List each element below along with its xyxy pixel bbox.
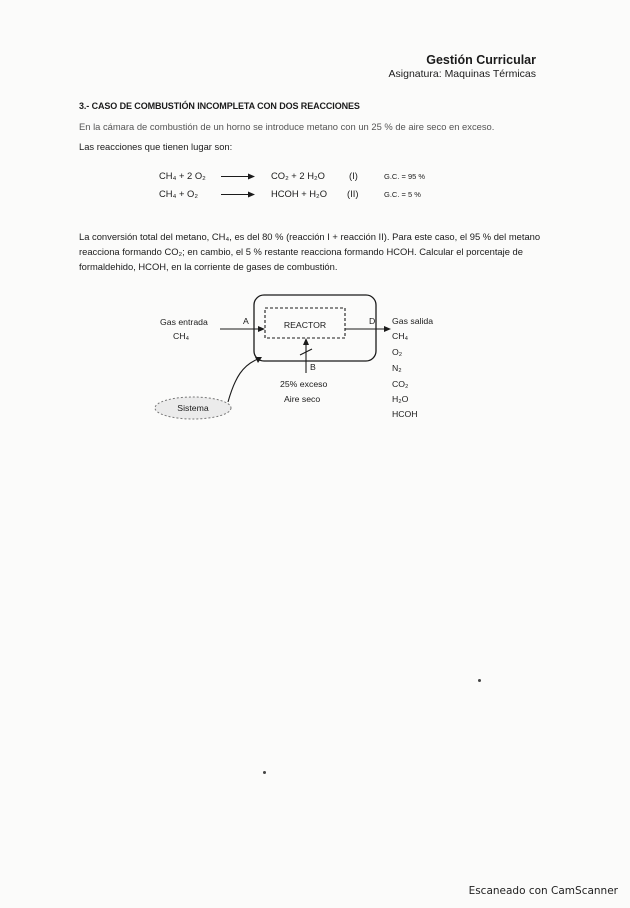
outlet-species-4: CO₂: [392, 379, 409, 389]
scan-speck: [263, 771, 266, 774]
stream-d-label: D: [369, 316, 376, 326]
reaction-2-number: (II): [347, 188, 359, 199]
reaction-1-arrow-icon: [221, 172, 255, 181]
process-diagram: [140, 285, 460, 430]
air-label-1: 25% exceso: [280, 379, 328, 389]
reaction-2-reactants: CH₄ + O₂: [159, 188, 198, 199]
reactor-label: REACTOR: [283, 320, 327, 330]
reaction-2-products: HCOH + H₂O: [271, 188, 327, 199]
outlet-species-2: O₂: [392, 347, 403, 357]
header-title: Gestión Curricular: [426, 53, 536, 67]
system-label: Sistema: [177, 403, 209, 413]
reaction-1-products: CO₂ + 2 H₂O: [271, 170, 325, 181]
scanner-watermark: Escaneado con CamScanner: [468, 885, 618, 897]
stream-b-arrow-icon: [303, 338, 309, 345]
problem-intro: En la cámara de combustión de un horno se introduce metano con un 25 % de aire seco en exceso.: [79, 121, 495, 132]
inlet-species: CH₄: [173, 331, 190, 341]
outlet-species-3: N₂: [392, 363, 402, 373]
inlet-label: Gas entrada: [160, 317, 208, 327]
reactions-intro: Las reacciones que tienen lugar son:: [79, 141, 233, 152]
problem-statement: La conversión total del metano, CH₄, es del 80 % (reacción I + reacción II). Para este caso, el 95 % del metano reacciona formando CO₂; en cambio, el 5 % restante reacciona formando HCOH. Calcular el porcentaje de formaldehido, HCOH, en la corriente de gases de combustión.: [79, 231, 541, 273]
scan-speck: [478, 679, 481, 682]
stream-a-label: A: [243, 316, 249, 326]
reaction-1-gc: G.C. = 95 %: [384, 172, 426, 181]
reaction-1-number: (I): [349, 170, 358, 181]
problem-heading: 3.- CASO DE COMBUSTIÓN INCOMPLETA CON DOS REACCIONES: [79, 101, 360, 111]
outlet-species-5: H₂O: [392, 394, 409, 404]
stream-b-label: B: [310, 362, 316, 372]
header-subject: Asignatura: Maquinas Térmicas: [388, 68, 536, 80]
reaction-2-gc: G.C. = 5 %: [384, 190, 421, 199]
outlet-label: Gas salida: [392, 316, 434, 326]
reaction-1-reactants: CH₄ + 2 O₂: [159, 170, 206, 181]
reaction-2-arrow-icon: [221, 190, 255, 199]
outlet-species-6: HCOH: [392, 409, 418, 419]
stream-d-arrow-icon: [384, 326, 391, 332]
outlet-species-1: CH₄: [392, 331, 409, 341]
stream-a-arrow-icon: [258, 326, 265, 332]
air-label-2: Aire seco: [284, 394, 321, 404]
